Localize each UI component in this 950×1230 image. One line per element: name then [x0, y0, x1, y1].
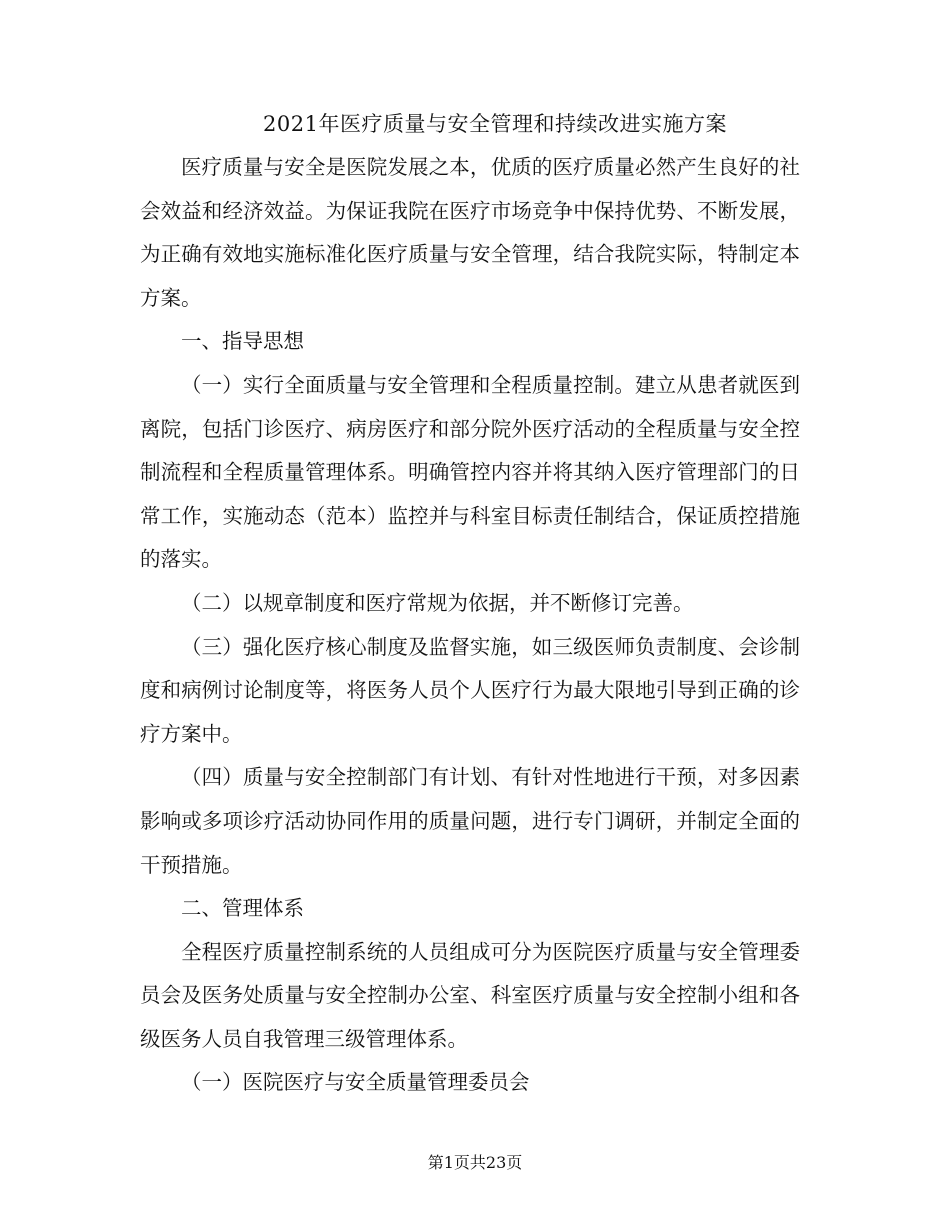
document-title: 2021年医疗质量与安全管理和持续改进实施方案 [263, 112, 727, 136]
paragraph-item-2: （二）以规章制度和医疗常规为依据，并不断修订完善。 [181, 590, 694, 615]
paragraph-item-3: （三）强化医疗核心制度及监督实施，如三级医师负责制度、会诊制度和病例讨论制度等，将医务人员个人医疗行为最大限地引导到正确的诊疗方案中。 [140, 634, 800, 746]
paragraph-intro: 医疗质量与安全是医院发展之本，优质的医疗质量必然产生良好的社会效益和经济效益。为保证我院在医疗市场竞争中保持优势、不断发展，为正确有效地实施标准化医疗质量与安全管理，结合我院实际，特制定本方案。 [140, 155, 800, 310]
heading-management-system: 二、管理体系 [181, 896, 304, 921]
paragraph-item-1: （一）实行全面质量与安全管理和全程质量控制。建立从患者就医到离院，包括门诊医疗、病房医疗和部分院外医疗活动的全程质量与安全控制流程和全程质量管理体系。明确管控内容并将其纳入医疗管理部门的日常工作，实施动态（范本）监控并与科室目标责任制结合，保证质控措施的落实。 [140, 372, 800, 572]
page-number-footer: 第1页共23页 [427, 1153, 523, 1172]
paragraph-management-system: 全程医疗质量控制系统的人员组成可分为医院医疗质量与安全管理委员会及医务处质量与安全控制办公室、科室医疗质量与安全控制小组和各级医务人员自我管理三级管理体系。 [140, 939, 800, 1051]
subheading-committee: （一）医院医疗与安全质量管理委员会 [181, 1070, 530, 1095]
paragraph-item-4: （四）质量与安全控制部门有计划、有针对性地进行干预，对多因素影响或多项诊疗活动协同作用的质量问题，进行专门调研，并制定全面的干预措施。 [140, 765, 800, 877]
document-body [140, 146, 800, 1105]
heading-guiding-ideology: 一、指导思想 [181, 329, 304, 354]
